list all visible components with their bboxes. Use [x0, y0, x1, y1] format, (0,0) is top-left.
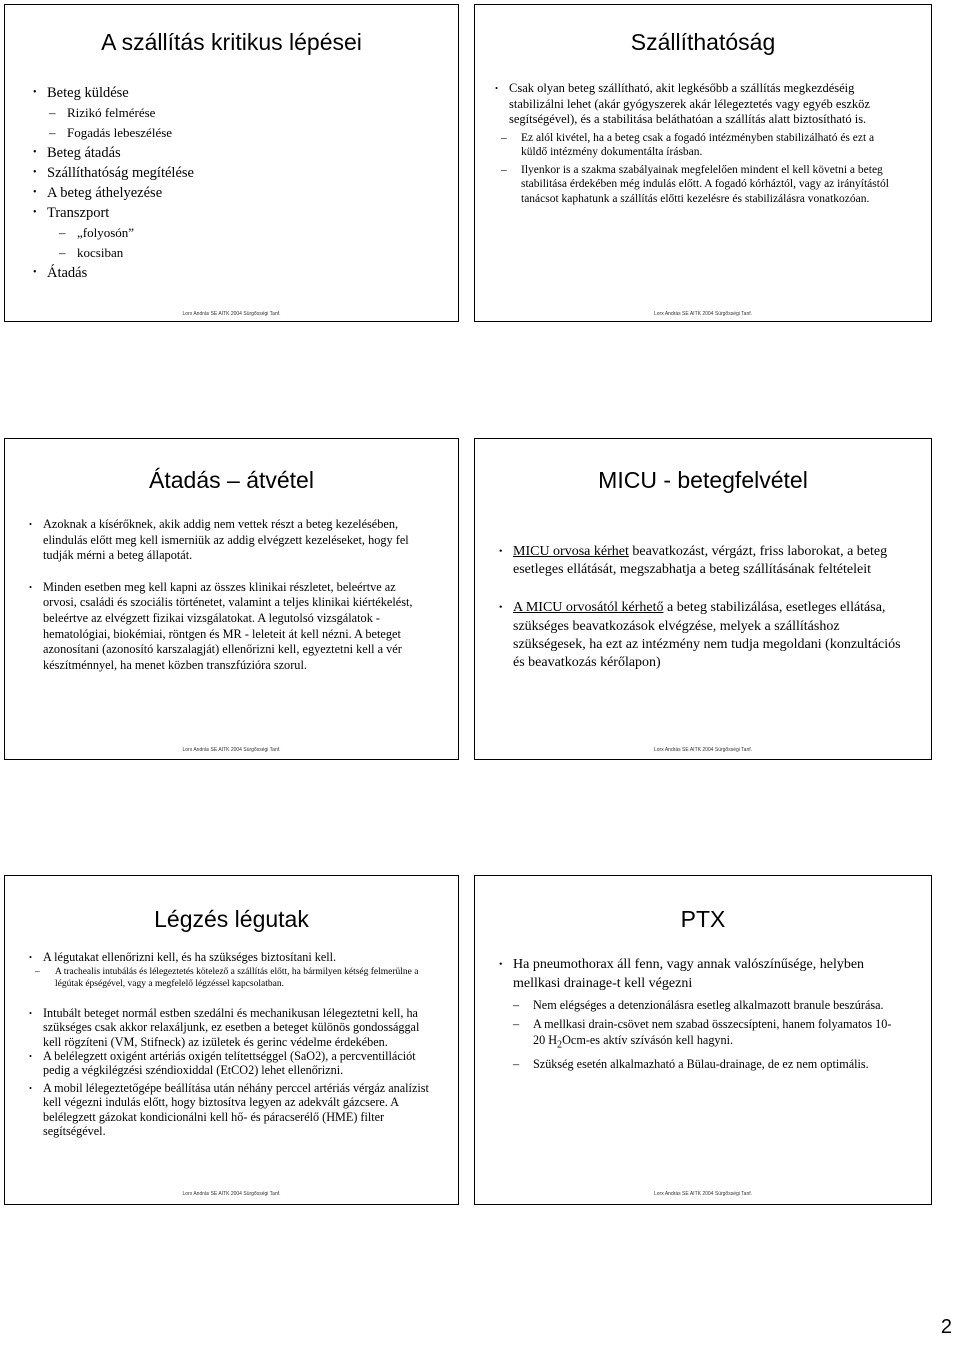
slide-body: [493, 81, 893, 206]
slide-legzes-legutak: [4, 875, 459, 1205]
list-item: • Átadás: [31, 263, 441, 283]
slide-body: [27, 950, 437, 1138]
slide-footer: Lorx András SE AITK 2004 Sürgősségi Tanf.: [182, 747, 281, 753]
sub-item: – „folyosón”: [57, 223, 441, 243]
slide-title: MICU - betegfelvétel: [598, 467, 808, 493]
emphasis: A MICU orvosától kérhető: [513, 600, 664, 616]
slide-body: [497, 956, 902, 1072]
slide-body: [497, 543, 902, 672]
slide-atadas-atvetel: [4, 438, 459, 760]
sub-item: – Rizikó felmérése: [47, 103, 441, 123]
paragraph-text: beavatkozást, vérgázt, friss laborokat, a beteg esetleges ellátását, megszabhatja a beteg szállításának feltételeit: [513, 544, 888, 578]
paragraph-text: Ocm-es aktív szívásón kell hagyni.: [562, 1033, 734, 1047]
slide-title: A szállítás kritikus lépései: [101, 29, 362, 55]
list-item: • Beteg küldése: [31, 83, 441, 103]
sub-paragraph: – A trachealis intubálás és lélegeztetés kötelező a szállítás előtt, ha bármilyen kétség felmerülne a légútak épségével, vagy a megfelelő légzéssel kapcsolatban.: [27, 966, 437, 990]
slide-title: Szállíthatóság: [630, 29, 776, 55]
paragraph-text: A mellkasi drain-csövet nem szabad összecsípteni, hanem folyamatos 10-20 H: [533, 1016, 892, 1047]
slide-body: [27, 517, 432, 673]
slide-ptx: [474, 875, 932, 1205]
list-item: • Beteg átadás: [31, 143, 441, 163]
emphasis: MICU orvosa kérhet: [513, 544, 629, 559]
slide-szallitas-lepesei: [4, 4, 459, 322]
slide-footer: Lorx András SE AITK 2004 Sürgősségi Tanf.: [182, 311, 281, 317]
paragraph: [497, 599, 902, 672]
slide-title: Légzés légutak: [154, 906, 309, 932]
slide-footer: Lorx András SE AITK 2004 Sürgősségi Tanf.: [653, 747, 753, 753]
slide-micu-betegfelvetel: [474, 438, 932, 760]
paragraph: [497, 543, 902, 579]
list-item: • Transzport: [31, 203, 441, 223]
sub-item: – Fogadás lebeszélése: [47, 123, 441, 143]
subscript: 2: [557, 1039, 563, 1051]
slide-footer: Lorx András SE AITK 2004 Sürgősségi Tanf.: [653, 1191, 753, 1197]
paragraph: • Ha pneumothorax áll fenn, vagy annak valószínűsége, helyben mellkasi drainage-t kell végezni: [497, 956, 902, 993]
sub-paragraph: – Ilyenkor is a szakma szabályainak megfelelően mindent el kell követni a beteg stabilitása érdekében még indulás előtt. A fogadó kórháztól, vagy az irányítástól tanácsot kaphatunk a szállítás előtti kezelésre és stabilizálásra vonatkozóan.: [493, 163, 893, 207]
slide-title: PTX: [680, 906, 726, 932]
paragraph: • Minden esetben meg kell kapni az összes klinikai részletet, beleértve az orvosi, családi és szociális történetet, valamint a teljes klinikai kiértékelést, beleértve az elvégzett fizikai vizsgálatokat. A legutolsó vizsgálatok - hematológiai, biokémiai, röntgen és MR - leleteit át kell nézni. A beteget azonosítani (azonosító karszalagját) ellenőrizni kell, egyeztetni kell a vér készítménnyel, ha menet közben transzfúzióra szorul.: [27, 580, 432, 674]
paragraph: • Intubált beteget normál estben szedálni és mechanikusan lélegeztetni kell, ha szükséges csak akkor relaxáljunk, ez esetben a beteget különös gondossággal kell rögzíteni (VM, Stifneck) az izületek és gerinc védelme érdekében.: [27, 1006, 437, 1049]
sub-paragraph: – Nem elégséges a detenzionálásra esetleg alkalmazott branule beszúrása.: [505, 997, 902, 1014]
slide-title: Átadás – átvétel: [149, 467, 314, 493]
slide-szallithatosag: [474, 4, 932, 322]
slide-footer: Lorx András SE AITK 2004 Sürgősségi Tanf.: [653, 311, 753, 317]
sub-paragraph: – Ez alól kivétel, ha a beteg csak a fogadó intézményben stabilizálható és ezt a küldő intézmény dokumentálta írásban.: [493, 131, 893, 160]
page-number: 2: [940, 1316, 952, 1338]
sub-paragraph: – Szükség esetén alkalmazható a Bülau-drainage, de ez nem optimális.: [505, 1056, 902, 1073]
paragraph: • A belélegzett oxigént artériás oxigén telítettséggel (SaO2), a percventillációt pedig a végkilégzési széndioxiddal (EtCO2) lehet ellenőrizni.: [27, 1049, 437, 1077]
paragraph: • A légutakat ellenőrizni kell, és ha szükséges biztosítani kell.: [27, 950, 437, 964]
sub-item: – kocsiban: [57, 243, 441, 263]
paragraph: • Csak olyan beteg szállítható, akit legkésőbb a szállítás megkezdéséig stabilizálni lehet (akár gyógyszerek akár lélegeztetés vagy egyéb eszköz segítségével), és a stabilitása beláthatóan a szállítás alatt biztosítható is.: [493, 81, 893, 128]
slide-footer: Lorx András SE AITK 2004 Sürgősségi Tanf.: [182, 1191, 281, 1197]
paragraph: • A mobil lélegeztetőgépe beállítása után néhány perccel artériás vérgáz analízist kell végezni indulás előtt, hogy biztosítva legyen az adekvált gázcsere. A belélegzett gázokat kondicionálni kell hő- és páracserélő (HME) filter segítségével.: [27, 1081, 437, 1138]
slide-body: [31, 83, 441, 283]
sub-paragraph: [505, 1016, 902, 1054]
paragraph-text: a beteg stabilizálása, esetleges ellátása, szükséges beavatkozások elvégzése, melyek a szállításhoz szükségesek, ha ezt az intézmény nem tudja megoldani (konzultációs és beavatkozás kérőlapon): [513, 600, 901, 671]
paragraph: • Azoknak a kísérőknek, akik addig nem vettek részt a beteg kezelésében, elindulás előtt meg kell ismerniük az addig elvégzett kezeléseket, hogy fel tudják mérni a beteg állapotát.: [27, 517, 432, 564]
list-item: • Szállíthatóság megítélése: [31, 163, 441, 183]
list-item: • A beteg áthelyezése: [31, 183, 441, 203]
